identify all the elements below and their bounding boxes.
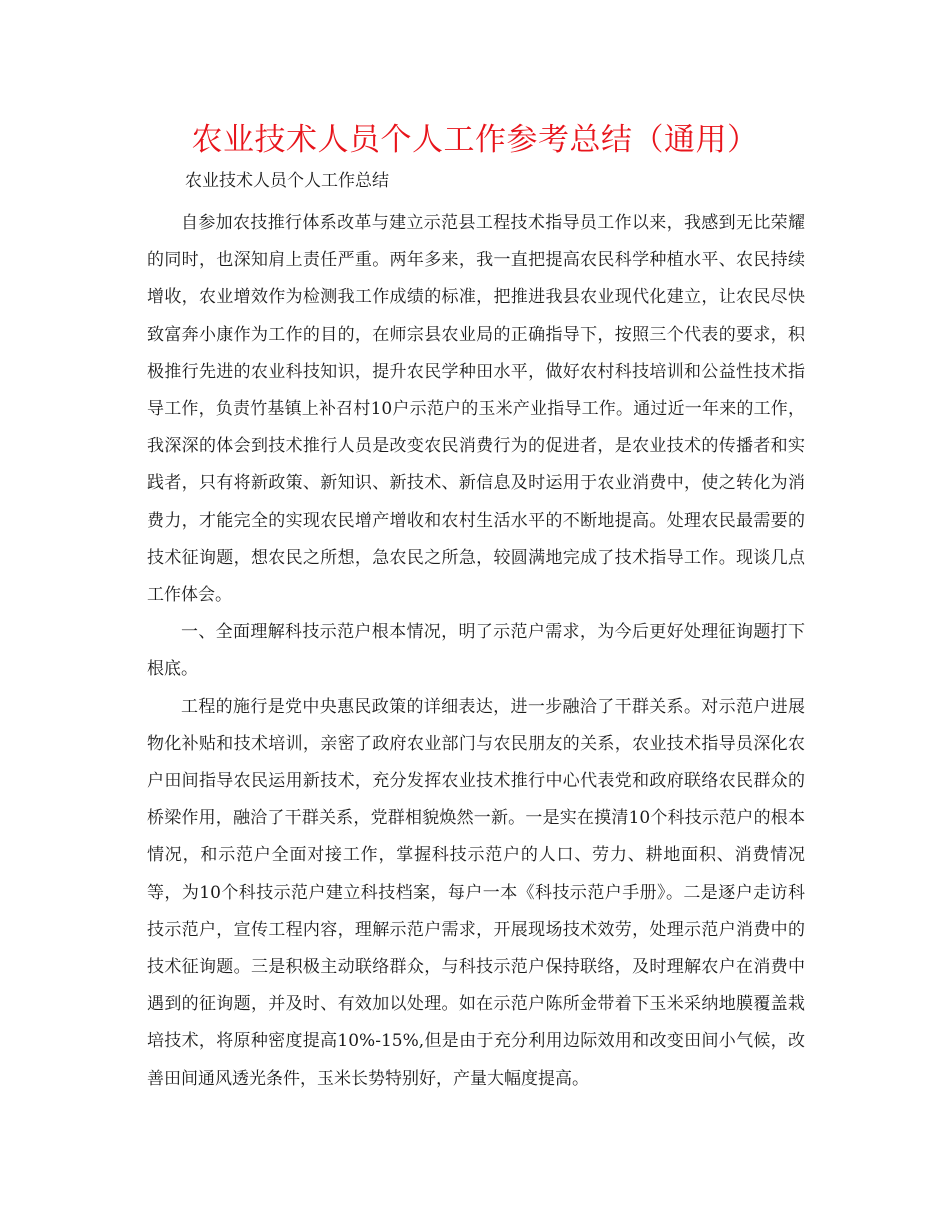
document-subtitle: 农业技术人员个人工作总结 bbox=[185, 171, 389, 191]
document-body bbox=[147, 205, 805, 1098]
paragraph-section-heading-1: 一、全面理解科技示范户根本情况，明了示范户需求，为今后更好处理征询题打下根底。 bbox=[147, 622, 805, 680]
paragraph-intro: 自参加农技推行体系改革与建立示范县工程技术指导员工作以来，我感到无比荣耀的同时，也深知肩上责任严重。两年多来，我一直把提高农民科学种植水平、农民持续增收，农业增效作为检测我工作成绩的标准，把推进我县农业现代化建立，让农民尽快致富奔小康作为工作的目的，在师宗县农业局的正确指导下，按照三个代表的要求，积极推行先进的农业科技知识，提升农民学种田水平，做好农村科技培训和公益性技术指导工作，负责竹基镇上补召村10户示范户的玉米产业指导工作。通过近一年来的工作，我深深的体会到技术推行人员是改变农民消费行为的促进者，是农业技术的传播者和实践者，只有将新政策、新知识、新技术、新信息及时运用于农业消费中，使之转化为消费力，才能完全的实现农民增产增收和农村生活水平的不断地提高。处理农民最需要的技术征询题，想农民之所想，急农民之所急，较圆满地完成了技术指导工作。现谈几点工作体会。 bbox=[147, 213, 805, 606]
document-title: 农业技术人员个人工作参考总结（通用） bbox=[191, 122, 759, 158]
paragraph-section-body-1: 工程的施行是党中央惠民政策的详细表达，进一步融洽了干群关系。对示范户进展物化补贴和技术培训，亲密了政府农业部门与农民朋友的关系，农业技术指导员深化农户田间指导农民运用新技术，充分发挥农业技术推行中心代表党和政府联络农民群众的桥梁作用，融洽了干群关系，党群相貌焕然一新。一是实在摸清10个科技示范户的根本情况，和示范户全面对接工作，掌握科技示范户的人口、劳力、耕地面积、消费情况等，为10个科技示范户建立科技档案，每户一本《科技示范户手册》。二是逐户走访科技示范户，宣传工程内容，理解示范户需求，开展现场技术效劳，处理示范户消费中的技术征询题。三是积极主动联络群众，与科技示范户保持联络，及时理解农户在消费中遇到的征询题，并及时、有效加以处理。如在示范户陈所金带着下玉米采纳地膜覆盖栽培技术，将原种密度提高10%-15%,但是由于充分利用边际效用和改变田间小气候，改善田间通风透光条件，玉米长势特别好，产量大幅度提高。 bbox=[147, 696, 805, 1089]
